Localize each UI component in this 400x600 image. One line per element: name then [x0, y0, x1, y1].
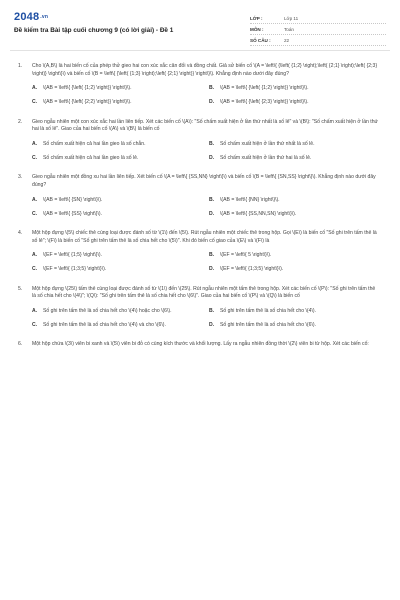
option-text: \(AB = \left\{ {SS,NN,SN} \right\}\). [220, 210, 297, 217]
question-6 [18, 341, 380, 349]
option-text: \(AB = \left\{ {\left( {2;3} \right)} \right\}\). [220, 99, 309, 106]
option-c[interactable] [32, 210, 203, 220]
option-text: Số chấm xuất hiện ở lần thứ hai là số lẻ. [220, 155, 312, 162]
option-d[interactable] [209, 265, 380, 275]
option-letter: C. [32, 266, 38, 273]
answer-options [32, 196, 380, 220]
option-letter: D. [209, 210, 215, 217]
option-c[interactable] [32, 265, 203, 275]
question-number: 3. [18, 174, 23, 181]
option-letter: A. [32, 252, 38, 259]
question-text: Một hộp đựng \(5\) chiếc thẻ cùng loại được đánh số từ \(1\) đến \(5\). Rút ngẫu nhiên một chiếc thẻ trong hộp. Gọi \(E\) là biến cố "Số ghi trên tấm thẻ là số lẻ"; \(F\) là biến cố "Số ghi trên tấm thẻ là số chia hết cho \(5\)". Khi đó biến cố giao của \(E\) và \(F\) là [32, 230, 377, 244]
meta-subject-value: Toán [284, 26, 294, 32]
question-number: 5. [18, 285, 23, 292]
page-title: Đề kiểm tra Bài tập cuối chương 9 (có lời giải) - Đề 1 [14, 27, 174, 34]
option-b[interactable] [209, 140, 380, 150]
option-text: Số ghi trên tấm thẻ là số chia hết cho \(4\) và cho \(6\). [43, 322, 166, 329]
option-text: Số chấm xuất hiện cả hai lần gieo là số chẵn. [43, 141, 146, 148]
logo-text: 2048 [14, 11, 40, 23]
question-number: 1. [18, 63, 23, 69]
option-text: \(AB = \left\{ {\left( {1;2} \right)} \right\}\). [43, 85, 132, 92]
meta-subject-row [250, 24, 386, 35]
option-text: Số chấm xuất hiện ở lần thứ nhất là số lẻ. [220, 141, 315, 148]
question-stem [18, 119, 380, 134]
option-letter: C. [32, 99, 38, 106]
option-letter: C. [32, 210, 38, 217]
option-letter: D. [209, 266, 215, 273]
question-4 [18, 230, 380, 275]
option-text: Số ghi trên tấm thẻ là số chia hết cho \(4\). [220, 308, 316, 315]
option-text: Số ghi trên tấm thẻ là số chia hết cho \(6\). [220, 322, 316, 329]
option-a[interactable] [32, 196, 203, 206]
option-text: Số chấm xuất hiện cả hai lần gieo là số lẻ. [43, 155, 139, 162]
question-number: 2. [18, 118, 23, 125]
option-letter: D. [209, 99, 215, 106]
meta-subject-label: MÔN : [250, 26, 264, 32]
meta-count-value: 22 [284, 37, 290, 43]
option-letter: C. [32, 155, 38, 162]
answer-options [32, 251, 380, 275]
option-a[interactable] [32, 251, 203, 261]
option-b[interactable] [209, 196, 380, 206]
question-stem [18, 341, 380, 349]
question-3 [18, 174, 380, 219]
meta-class-value: Lớp 11 [284, 15, 299, 21]
option-d[interactable] [209, 98, 380, 108]
question-5 [18, 286, 380, 331]
question-list [0, 51, 400, 349]
meta-class-label: LỚP : [250, 15, 263, 21]
option-letter: B. [209, 252, 215, 259]
option-letter: B. [209, 141, 215, 148]
question-number: 6. [18, 341, 23, 348]
answer-options [32, 84, 380, 108]
option-a[interactable] [32, 84, 203, 94]
option-letter: D. [209, 322, 215, 329]
option-d[interactable] [209, 210, 380, 220]
exam-meta [250, 13, 386, 46]
option-text: \(EF = \left\{ {1;3;5} \right\}\). [220, 266, 284, 273]
question-stem [18, 230, 380, 245]
meta-count-row [250, 35, 386, 46]
page-header [0, 0, 400, 44]
option-text: \(AB = \left\{ {NN} \right\}\). [220, 196, 280, 203]
option-letter: A. [32, 141, 38, 148]
option-text: \(EF = \left\{ 5 \right\}\). [220, 252, 272, 259]
option-text: \(AB = \left\{ {SS} \right\}\). [43, 210, 103, 217]
option-text: \(AB = \left\{ {SN} \right\}\). [43, 196, 103, 203]
option-a[interactable] [32, 140, 203, 150]
logo-domain: .vn [40, 14, 49, 21]
question-2 [18, 119, 380, 164]
option-text: \(AB = \left\{ {\left( {2;2} \right)} \right\}\). [43, 99, 132, 106]
option-b[interactable] [209, 84, 380, 94]
option-letter: C. [32, 322, 38, 329]
question-1 [18, 63, 380, 108]
option-b[interactable] [209, 307, 380, 317]
question-text: Cho \(A,B\) là hai biến cố của phép thử gieo hai con xúc xắc cân đối và đồng chất. Giả sử biến cố \(A = \left\{ {\left( {1;2} \right);\left( {2;1} \right);\left( {2;3} \right)} \right\}\) và biến cố \(B = \left\{ {\left( {1;3} \right);\left( {2;1} \right)} \right\}\). Khẳng định nào dưới đây đúng? [32, 63, 378, 77]
answer-options [32, 140, 380, 164]
question-stem [18, 63, 380, 78]
question-text: Gieo ngẫu nhiên một con xúc xắc hai lần liên tiếp. Xét các biến cố \(A\): "Số chấm xuất hiện ở lần thứ nhất là số lẻ" và \(B\): "Số chấm xuất hiện ở lần thứ hai là số lẻ". Giao của hai biến cố \(A\) và \(B\) là biến cố [32, 118, 378, 133]
option-letter: B. [209, 308, 215, 315]
option-c[interactable] [32, 98, 203, 108]
question-text: Gieo ngẫu nhiên một đồng xu hai lần liên tiếp. Xét biến cố \(A = \left\{ {SS,NN} \right\}\) và biến cố \(B = \left\{ {SN,SS} \right\}\). Khẳng định nào dưới đây đúng? [32, 174, 376, 188]
option-text: \(EF = \left\{ {1;5} \right\}\). [43, 252, 103, 259]
option-b[interactable] [209, 251, 380, 261]
option-letter: A. [32, 85, 38, 92]
option-c[interactable] [32, 154, 203, 164]
option-a[interactable] [32, 307, 203, 317]
option-letter: D. [209, 155, 215, 162]
option-text: \(EF = \left\{ {1;3;5} \right\}\). [43, 266, 107, 273]
option-letter: A. [32, 196, 38, 203]
option-c[interactable] [32, 321, 203, 331]
question-number: 4. [18, 230, 23, 237]
option-d[interactable] [209, 154, 380, 164]
option-text: Số ghi trên tấm thẻ là số chia hết cho \(4\) hoặc cho \(6\). [43, 308, 172, 315]
question-stem [18, 286, 380, 301]
option-text: \(AB = \left\{ {\left( {1;2} \right)} \right\}\). [220, 85, 309, 92]
meta-count-label: SỐ CÂU : [250, 37, 271, 43]
meta-class-row [250, 13, 386, 24]
option-letter: B. [209, 196, 215, 203]
question-stem [18, 174, 380, 189]
option-letter: B. [209, 85, 215, 92]
question-text: Một hộp đựng \(25\) tấm thẻ cùng loại được đánh số từ \(1\) đến \(25\). Rút ngẫu nhiên một tấm thẻ trong hộp. Xét các biến cố \(P\): "Số ghi trên tấm thẻ là số chia hết cho \(4\)"; \(Q\): "Số ghi trên tấm thẻ là số chia hết cho \(6\)". Giao của hai biến cố \(P\) và \(Q\) là biến cố [32, 285, 376, 300]
question-text: Một hộp chứa \(3\) viên bi xanh và \(5\) viên bi đỏ có cùng kích thước và khối lượng. Lấy ra ngẫu nhiên đồng thời \(2\) viên bi từ hộp. Xét các biến cố: [32, 341, 369, 348]
answer-options [32, 307, 380, 331]
option-letter: A. [32, 308, 38, 315]
option-d[interactable] [209, 321, 380, 331]
